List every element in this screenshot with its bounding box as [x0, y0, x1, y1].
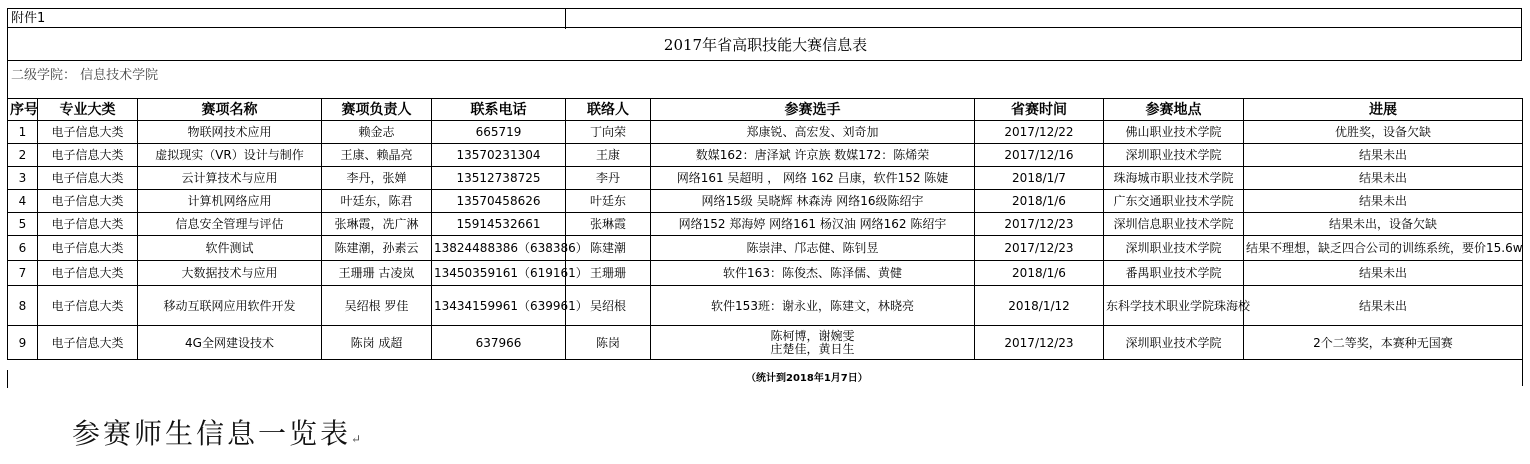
col-header: 参赛地点 [1104, 99, 1244, 121]
table-cell: 深圳信息职业技术学院 [1104, 213, 1244, 236]
header-row [8, 99, 1523, 121]
table-cell: 4G全网建设技术 [138, 326, 322, 360]
table-cell: 4 [8, 190, 38, 213]
table-cell: 结果未出 [1244, 286, 1523, 326]
table-row [8, 326, 1523, 360]
college-label: 二级学院： 信息技术学院 [11, 68, 159, 83]
table-cell: 网络152 郑海婷 网络161 杨汉油 网络162 陈绍宇 [651, 213, 975, 236]
table-cell: 结果未出 [1244, 261, 1523, 286]
table-cell: 陈建潮，孙素云 [322, 236, 432, 261]
table-cell: 网络15级 吴晓辉 林森涛 网络16级陈绍宇 [651, 190, 975, 213]
table-cell: 番禺职业技术学院 [1104, 261, 1244, 286]
col-header: 联络人 [566, 99, 651, 121]
table-cell: 陈岗 成超 [322, 326, 432, 360]
table-cell: 2017/12/23 [975, 236, 1104, 261]
table-cell: 结果不理想，缺乏四合公司的训练系统，要价15.6w [1244, 236, 1523, 261]
table-cell: 网络161 吴超明 ， 网络 162 吕康，软件152 陈婕 [651, 167, 975, 190]
table-cell: 6 [8, 236, 38, 261]
table-cell: 3 [8, 167, 38, 190]
col-header: 联系电话 [432, 99, 566, 121]
table-cell: 电子信息大类 [38, 190, 138, 213]
table-cell: 虚拟现实（VR）设计与制作 [138, 144, 322, 167]
table-cell: 叶廷东，陈君 [322, 190, 432, 213]
table-cell: 电子信息大类 [38, 326, 138, 360]
table-cell: 移动互联网应用软件开发 [138, 286, 322, 326]
table-cell: 大数据技术与应用 [138, 261, 322, 286]
table-cell: 佛山职业技术学院 [1104, 121, 1244, 144]
table-cell: 王珊珊 [566, 261, 651, 286]
table-cell: 广东交通职业技术学院 [1104, 190, 1244, 213]
table-cell: 结果未出 [1244, 144, 1523, 167]
attachment-row [7, 8, 1522, 28]
table-row [8, 167, 1523, 190]
table-cell: 电子信息大类 [38, 286, 138, 326]
sheet-edge [1522, 356, 1523, 386]
table-cell: 结果未出，设备欠缺 [1244, 213, 1523, 236]
caption [72, 412, 361, 452]
info-table [7, 98, 1523, 360]
col-header: 省赛时间 [975, 99, 1104, 121]
table-row [8, 144, 1523, 167]
table-cell: 5 [8, 213, 38, 236]
table-cell: 结果未出 [1244, 190, 1523, 213]
table-cell: 优胜奖，设备欠缺 [1244, 121, 1523, 144]
table-row [8, 121, 1523, 144]
table-cell: 13824488386（638386） [432, 236, 566, 261]
table-cell: 电子信息大类 [38, 236, 138, 261]
table-cell: 1 [8, 121, 38, 144]
table-cell: 深圳职业技术学院 [1104, 236, 1244, 261]
col-header: 专业大类 [38, 99, 138, 121]
table-cell: 陈岗 [566, 326, 651, 360]
title-row [7, 27, 1522, 61]
table-cell: 数媒162：唐泽斌 许京族 数媒172：陈烯荣 [651, 144, 975, 167]
col-header: 赛项负责人 [322, 99, 432, 121]
table-cell: 郑康锐、高宏发、刘奇加 [651, 121, 975, 144]
attachment-label: 附件1 [11, 11, 46, 26]
table-cell: 2017/12/22 [975, 121, 1104, 144]
table-cell: 9 [8, 326, 38, 360]
table-cell: 李丹，张婵 [322, 167, 432, 190]
table-cell: 13450359161（619161） [432, 261, 566, 286]
table-row [8, 236, 1523, 261]
sheet-title: 2017年省高职技能大赛信息表 [663, 36, 868, 54]
table-cell: 吴绍根 罗佳 [322, 286, 432, 326]
table-cell: 深圳职业技术学院 [1104, 144, 1244, 167]
table-row [8, 213, 1523, 236]
table-cell: 2018/1/6 [975, 190, 1104, 213]
table-cell: 珠海城市职业技术学院 [1104, 167, 1244, 190]
table-cell: 2017/12/23 [975, 326, 1104, 360]
table-cell: 物联网技术应用 [138, 121, 322, 144]
col-header: 参赛选手 [651, 99, 975, 121]
table-cell: 张琳霞 [566, 213, 651, 236]
table-cell: 2 [8, 144, 38, 167]
table-cell: 2017/12/23 [975, 213, 1104, 236]
table-cell: 665719 [432, 121, 566, 144]
college-row [7, 60, 1522, 98]
col-header: 序号 [8, 99, 38, 121]
table-cell: 2018/1/7 [975, 167, 1104, 190]
table-cell: 计算机网络应用 [138, 190, 322, 213]
table-cell: 丁向荣 [566, 121, 651, 144]
table-cell: 电子信息大类 [38, 144, 138, 167]
table-cell: 7 [8, 261, 38, 286]
table-cell: 电子信息大类 [38, 261, 138, 286]
table-cell: 电子信息大类 [38, 167, 138, 190]
table-cell: 王康、赖晶亮 [322, 144, 432, 167]
table-row [8, 261, 1523, 286]
table-cell: 王珊珊 古凌岚 [322, 261, 432, 286]
table-cell: 结果未出 [1244, 167, 1523, 190]
table-cell: 15914532661 [432, 213, 566, 236]
table-cell: 2017/12/16 [975, 144, 1104, 167]
table-cell: 8 [8, 286, 38, 326]
table-cell: 电子信息大类 [38, 213, 138, 236]
table-cell: 深圳职业技术学院 [1104, 326, 1244, 360]
table-cell: 电子信息大类 [38, 121, 138, 144]
table-cell: 软件测试 [138, 236, 322, 261]
table-cell: 13512738725 [432, 167, 566, 190]
table-cell: 云计算技术与应用 [138, 167, 322, 190]
table-cell: 信息安全管理与评估 [138, 213, 322, 236]
col-header: 进展 [1244, 99, 1523, 121]
table-cell: 陈崇津、邝志健、陈钊昱 [651, 236, 975, 261]
table-row [8, 286, 1523, 326]
table-cell: 吴绍根 [566, 286, 651, 326]
table-cell: 陈柯博，谢婉雯 庄楚佳，黄日生 [651, 326, 975, 360]
table-cell: 东科学技术职业学院珠海校 [1104, 286, 1244, 326]
table-cell: 637966 [432, 326, 566, 360]
caption-text: 参赛师生信息一览表 [72, 417, 352, 450]
table-cell: 张琳霞，冼广淋 [322, 213, 432, 236]
table-cell: 赖金志 [322, 121, 432, 144]
table-cell: 陈建潮 [566, 236, 651, 261]
paragraph-mark: ↵ [351, 432, 362, 446]
table-cell: 2个二等奖，本赛种无国赛 [1244, 326, 1523, 360]
table-cell: 叶廷东 [566, 190, 651, 213]
table-cell: 2018/1/12 [975, 286, 1104, 326]
footnote-text: （统计到2018年1月7日） [746, 373, 868, 384]
table-cell: 13570231304 [432, 144, 566, 167]
footnote-row [7, 370, 1522, 388]
col-header: 赛项名称 [138, 99, 322, 121]
table-cell: 13434159961（639961） [432, 286, 566, 326]
table-row [8, 190, 1523, 213]
table-cell: 软件153班：谢永业，陈建文，林晓亮 [651, 286, 975, 326]
table-cell: 软件163：陈俊杰、陈泽儒、黄健 [651, 261, 975, 286]
table-cell: 13570458626 [432, 190, 566, 213]
table-cell: 李丹 [566, 167, 651, 190]
table-cell: 2018/1/6 [975, 261, 1104, 286]
table-cell: 王康 [566, 144, 651, 167]
